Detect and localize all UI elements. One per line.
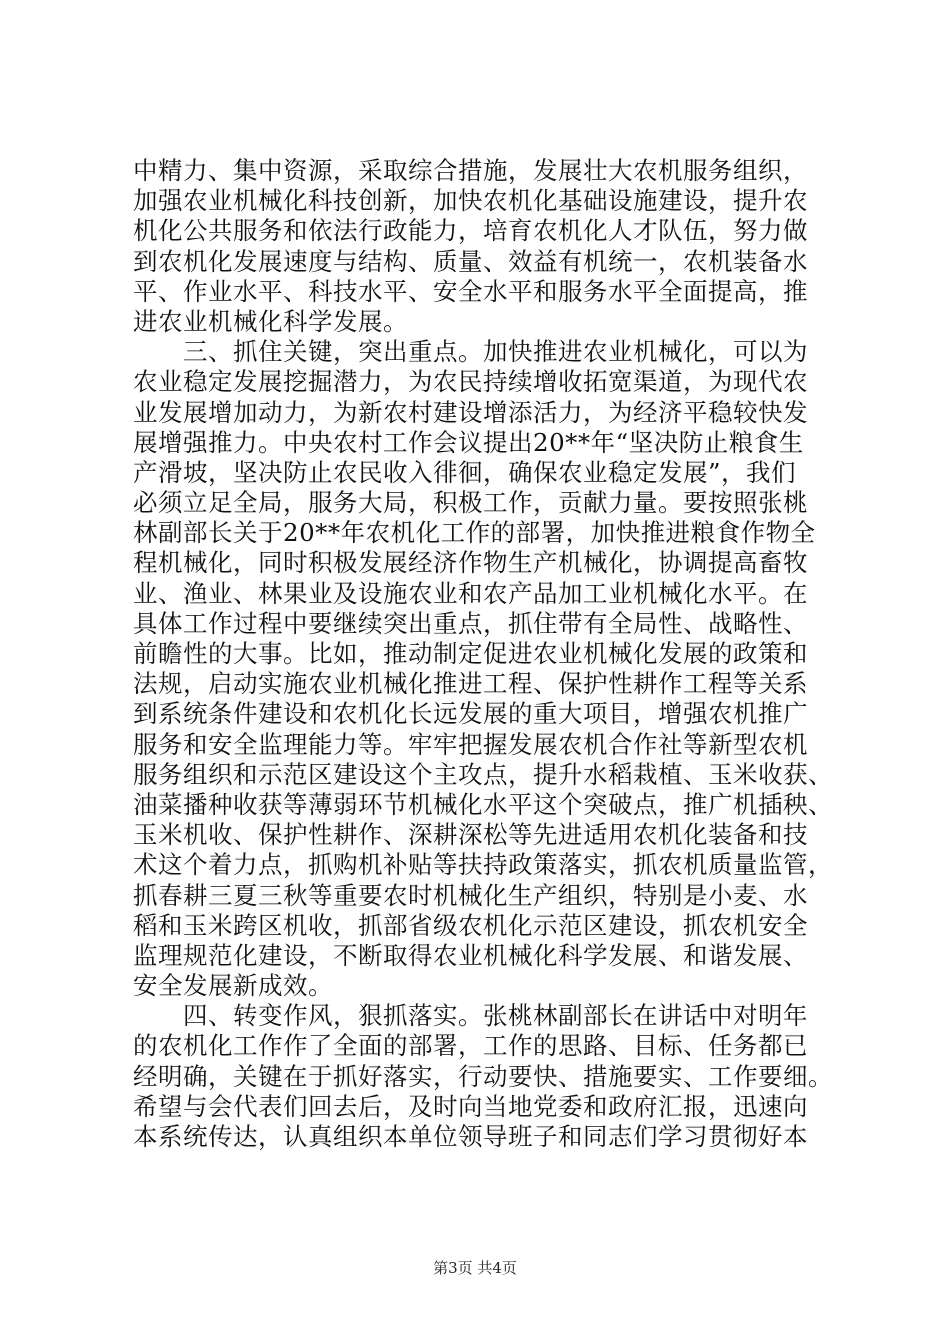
text-line: 服务和安全监理能力等。牢牢把握发展农机合作社等新型农机 [133,729,808,759]
text-line: 稻和玉米跨区机收，抓部省级农机化示范区建设，抓农机安全 [133,910,808,940]
section-three-heading-line: 三、抓住关键，突出重点。加快推进农业机械化，可以为 [133,337,808,367]
text-line: 产滑坡，坚决防止农民收入徘徊，确保农业稳定发展”，我们 [133,457,797,487]
text-line: 业、渔业、林果业及设施农业和农产品加工业机械化水平。在 [133,578,808,608]
text-line: 农业稳定发展挖掘潜力，为农民持续增收拓宽渠道，为现代农 [133,367,808,397]
text-line: 程机械化，同时积极发展经济作物生产机械化，协调提高畜牧 [133,548,808,578]
text-line: 抓春耕三夏三秋等重要农时机械化生产组织，特别是小麦、水 [133,880,808,910]
text-line: 到系统条件建设和农机化长远发展的重大项目，增强农机推广 [133,699,808,729]
text-line: 监理规范化建设，不断取得农业机械化科学发展、和谐发展、 [133,940,808,970]
text-line: 平、作业水平、科技水平、安全水平和服务水平全面提高，推 [133,276,808,306]
text-line: 加强农业机械化科技创新，加快农机化基础设施建设，提升农 [133,186,808,216]
text-line: 到农机化发展速度与结构、质量、效益有机统一，农机装备水 [133,246,808,276]
page-number-footer: 第3页 共4页 [433,1259,517,1277]
text-line: 具体工作过程中要继续突出重点，抓住带有全局性、战略性、 [133,608,808,638]
text-line: 本系统传达，认真组织本单位领导班子和同志们学习贯彻好本 [133,1122,808,1151]
text-line: 油菜播种收获等薄弱环节机械化水平这个突破点，推广机插秧、 [133,789,833,819]
text-line: 进农业机械化科学发展。 [133,306,408,336]
text-line: 安全发展新成效。 [133,971,333,1001]
document-body [133,156,833,1152]
text-line: 经明确，关键在于抓好落实，行动要快、措施要实、工作要细。 [133,1061,833,1091]
text-line: 法规，启动实施农业机械化推进工程、保护性耕作工程等关系 [133,669,808,699]
text-line: 希望与会代表们回去后，及时向当地党委和政府汇报，迅速向 [133,1091,808,1121]
text-line: 的农机化工作作了全面的部署，工作的思路、目标、任务都已 [133,1031,808,1061]
text-line: 玉米机收、保护性耕作、深耕深松等先进适用农机化装备和技 [133,820,808,850]
text-line: 机化公共服务和依法行政能力，培育农机化人才队伍，努力做 [133,216,808,246]
text-line: 林副部长关于20**年农机化工作的部署，加快推进粮食作物全 [133,518,816,548]
text-line: 展增强推力。中央农村工作会议提出20**年“坚决防止粮食生 [133,427,804,457]
text-line: 中精力、集中资源，采取综合措施，发展壮大农机服务组织， [133,156,808,185]
section-four-heading-line: 四、转变作风，狠抓落实。张桃林副部长在讲话中对明年 [133,1001,808,1031]
text-line: 前瞻性的大事。比如，推动制定促进农业机械化发展的政策和 [133,639,808,668]
text-line: 术这个着力点，抓购机补贴等扶持政策落实，抓农机质量监管， [133,850,833,880]
text-line: 服务组织和示范区建设这个主攻点，提升水稻栽植、玉米收获、 [133,759,833,789]
text-line: 必须立足全局，服务大局，积极工作，贡献力量。要按照张桃 [133,488,808,518]
text-line: 业发展增加动力，为新农村建设增添活力，为经济平稳较快发 [133,397,808,427]
